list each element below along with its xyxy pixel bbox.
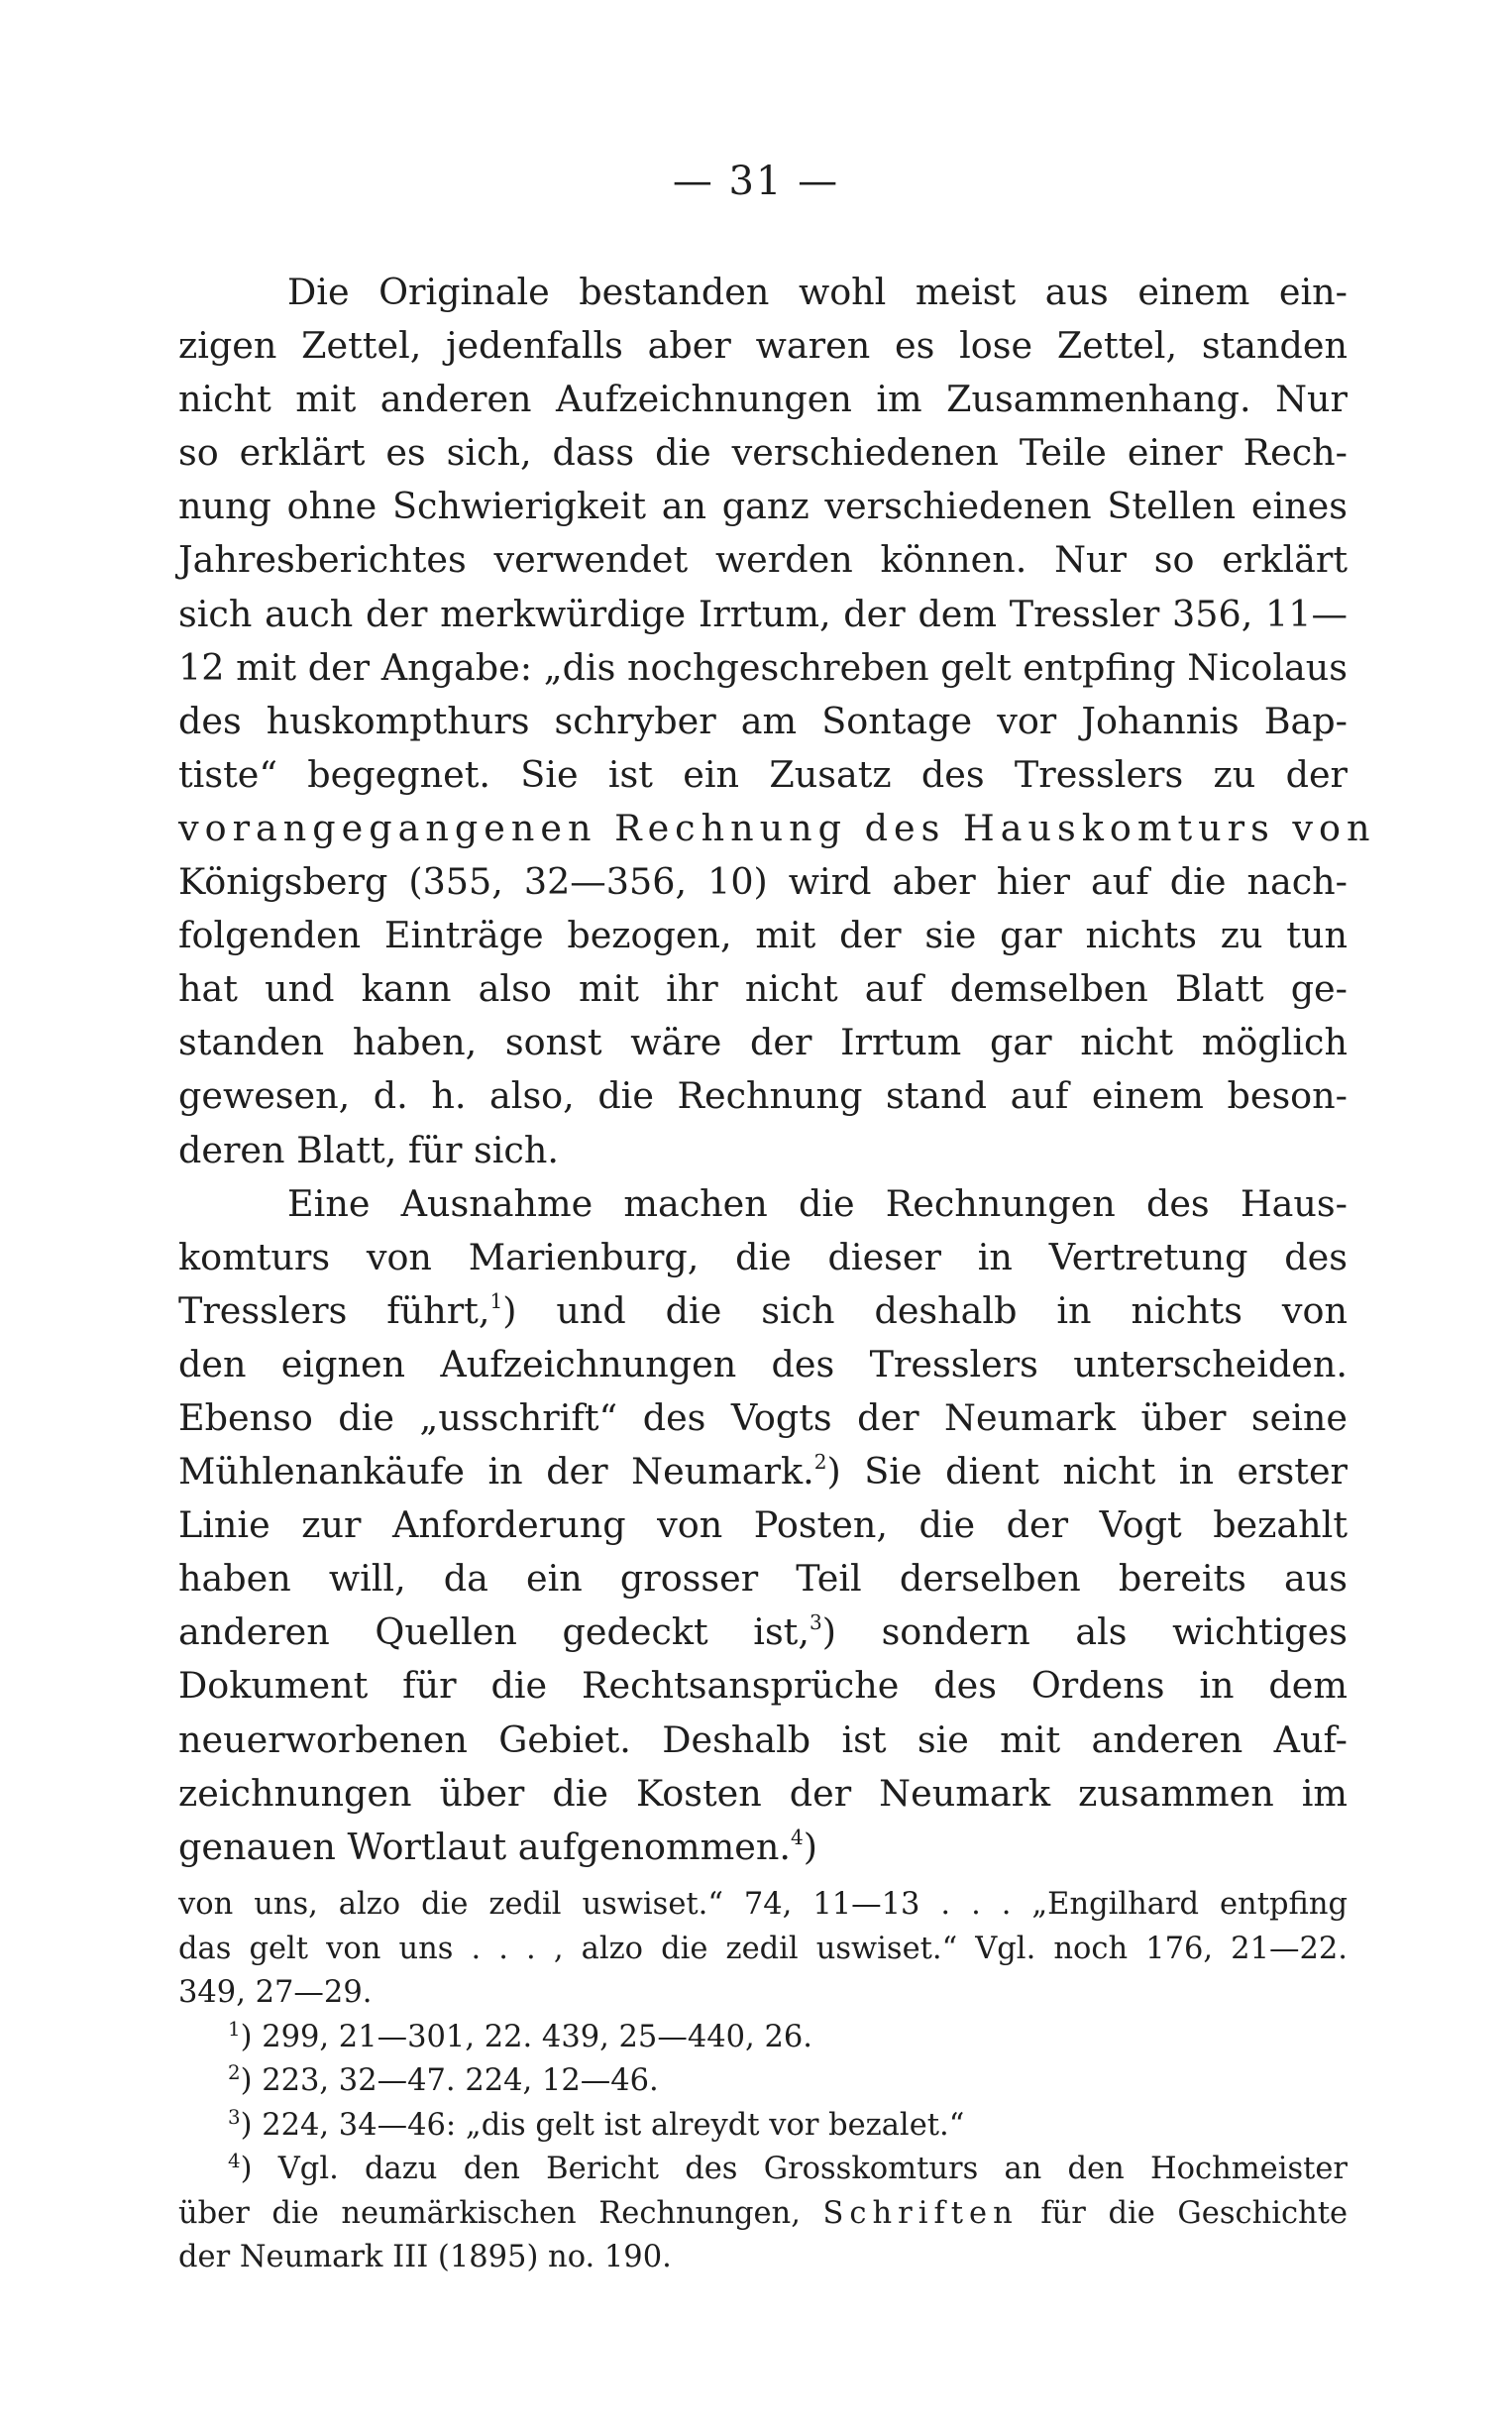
text-line: den eignen Aufzeichnungen des Tresslers unterscheiden. <box>178 1342 1348 1385</box>
footnote-text: über die neumärkischen Rechnungen, <box>178 2195 801 2231</box>
footnote-ref: 4 <box>790 1825 804 1849</box>
footnote-continuation-line: das gelt von uns . . . , alzo die zedil uswiset.“ Vgl. noch 176, 21—22. <box>178 1931 1348 1966</box>
text-line: haben will, da ein grosser Teil derselben bereits aus <box>178 1557 1348 1601</box>
footnote-continuation-line: von uns, alzo die zedil uswiset.“ 74, 11—13 . . . „Engilhard entpfing <box>178 1887 1348 1922</box>
footnote-mark: 3 <box>228 2105 241 2129</box>
text-line-spaced: vorangegangenen Rechnung des Hauskomturs von <box>178 806 1376 849</box>
text-segment: Tresslers führt, <box>178 1288 490 1332</box>
footnote-2 <box>178 2059 1348 2104</box>
text-segment: ) und die sich deshalb in nichts von <box>502 1288 1349 1332</box>
text-line: gewesen, d. h. also, die Rechnung stand auf einem beson- <box>178 1074 1348 1118</box>
text-line <box>178 1284 1348 1338</box>
text-line: folgenden Einträge bezogen, mit der sie gar nichts zu tun <box>178 914 1348 957</box>
text-line: sich auch der merkwürdige Irrtum, der dem Tressler 356, 11— <box>178 592 1348 635</box>
footnote-text: ) 224, 34—46: „dis gelt ist alreydt vor bezalet.“ <box>240 2107 965 2143</box>
footnote-3 <box>178 2104 1348 2149</box>
body-text <box>178 266 1376 1874</box>
text-line: Die Originale bestanden wohl meist aus einem ein- <box>287 271 1348 313</box>
text-segment: genauen Wortlaut aufgenommen. <box>178 1825 791 1868</box>
text-segment: ) Sie dient nicht in erster <box>826 1450 1348 1494</box>
footnote-4-line-2 <box>178 2192 1348 2237</box>
footnote-text: für die Geschichte <box>1040 2195 1348 2231</box>
footnote-text: ) Vgl. dazu den Bericht des Grosskomturs an den Hochmeister <box>240 2152 1348 2186</box>
text-line: nung ohne Schwierigkeit an ganz verschiedenen Stellen eines <box>178 485 1348 528</box>
text-segment: anderen Quellen gedeckt ist, <box>178 1610 810 1654</box>
text-line: Dokument für die Rechtsansprüche des Ordens in dem <box>178 1664 1348 1708</box>
footnote-text: ) 299, 21—301, 22. 439, 25—440, 26. <box>240 2019 812 2054</box>
text-line: Linie zur Anforderung von Posten, die der Vogt bezahlt <box>178 1503 1348 1547</box>
text-segment: ) <box>803 1825 817 1868</box>
text-line: zigen Zettel, jedenfalls aber waren es lose Zettel, standen <box>178 324 1348 368</box>
text-line: so erklärt es sich, dass die verschiedenen Teile einer Rech- <box>178 431 1348 475</box>
text-line: zeichnungen über die Kosten der Neumark zusammen im <box>178 1771 1348 1815</box>
text-line <box>178 1821 1348 1874</box>
footnote-ref: 1 <box>489 1288 503 1313</box>
text-line: Jahresberichtes verwendet werden können. Nur so erklärt <box>178 538 1348 582</box>
page-number: — 31 — <box>672 159 840 204</box>
footnote-1 <box>178 2016 1348 2060</box>
text-line: hat und kann also mit ihr nicht auf demselben Blatt ge- <box>178 967 1348 1011</box>
text-segment: ) sondern als wichtiges <box>821 1610 1348 1654</box>
text-line: deren Blatt, für sich. <box>178 1128 559 1171</box>
text-line: 12 mit der Angabe: „dis nochgeschreben gelt entpfing Nicolaus <box>178 645 1348 689</box>
footnote-text: ) 223, 32—47. 224, 12—46. <box>240 2063 659 2098</box>
footnote-ref: 2 <box>813 1449 827 1474</box>
text-line: standen haben, sonst wäre der Irrtum gar nicht möglich <box>178 1021 1348 1064</box>
text-segment: Mühlenankäufe in der Neumark. <box>178 1450 814 1494</box>
text-line: Eine Ausnahme machen die Rechnungen des Haus- <box>287 1181 1348 1225</box>
footnotes <box>178 1883 1348 2280</box>
footnote-mark: 2 <box>228 2060 241 2084</box>
text-line: Königsberg (355, 32—356, 10) wird aber hier auf die nach- <box>178 860 1348 904</box>
text-line <box>178 1445 1348 1498</box>
footnote-4 <box>178 2148 1348 2192</box>
footnote-title-spaced: Schriften <box>822 2195 1019 2231</box>
text-line: nicht mit anderen Aufzeichnungen im Zusammenhang. Nur <box>178 378 1348 421</box>
footnote-4-line-3: der Neumark III (1895) no. 190. <box>178 2240 672 2274</box>
text-line: des huskompthurs schryber am Sontage vor Johannis Bap- <box>178 699 1348 742</box>
text-line: neuerworbenen Gebiet. Deshalb ist sie mit anderen Auf- <box>178 1717 1348 1761</box>
text-line: tiste“ begegnet. Sie ist ein Zusatz des Tresslers zu der <box>178 752 1348 796</box>
text-line: Ebenso die „usschrift“ des Vogts der Neumark über seine <box>178 1395 1348 1439</box>
footnote-continuation-line: 349, 27—29. <box>178 1975 373 2010</box>
footnote-ref: 3 <box>809 1610 822 1635</box>
footnote-mark: 1 <box>228 2017 241 2041</box>
footnote-mark: 4 <box>228 2149 241 2172</box>
text-line <box>178 1605 1348 1659</box>
text-line: komturs von Marienburg, die dieser in Vertretung des <box>178 1235 1348 1278</box>
